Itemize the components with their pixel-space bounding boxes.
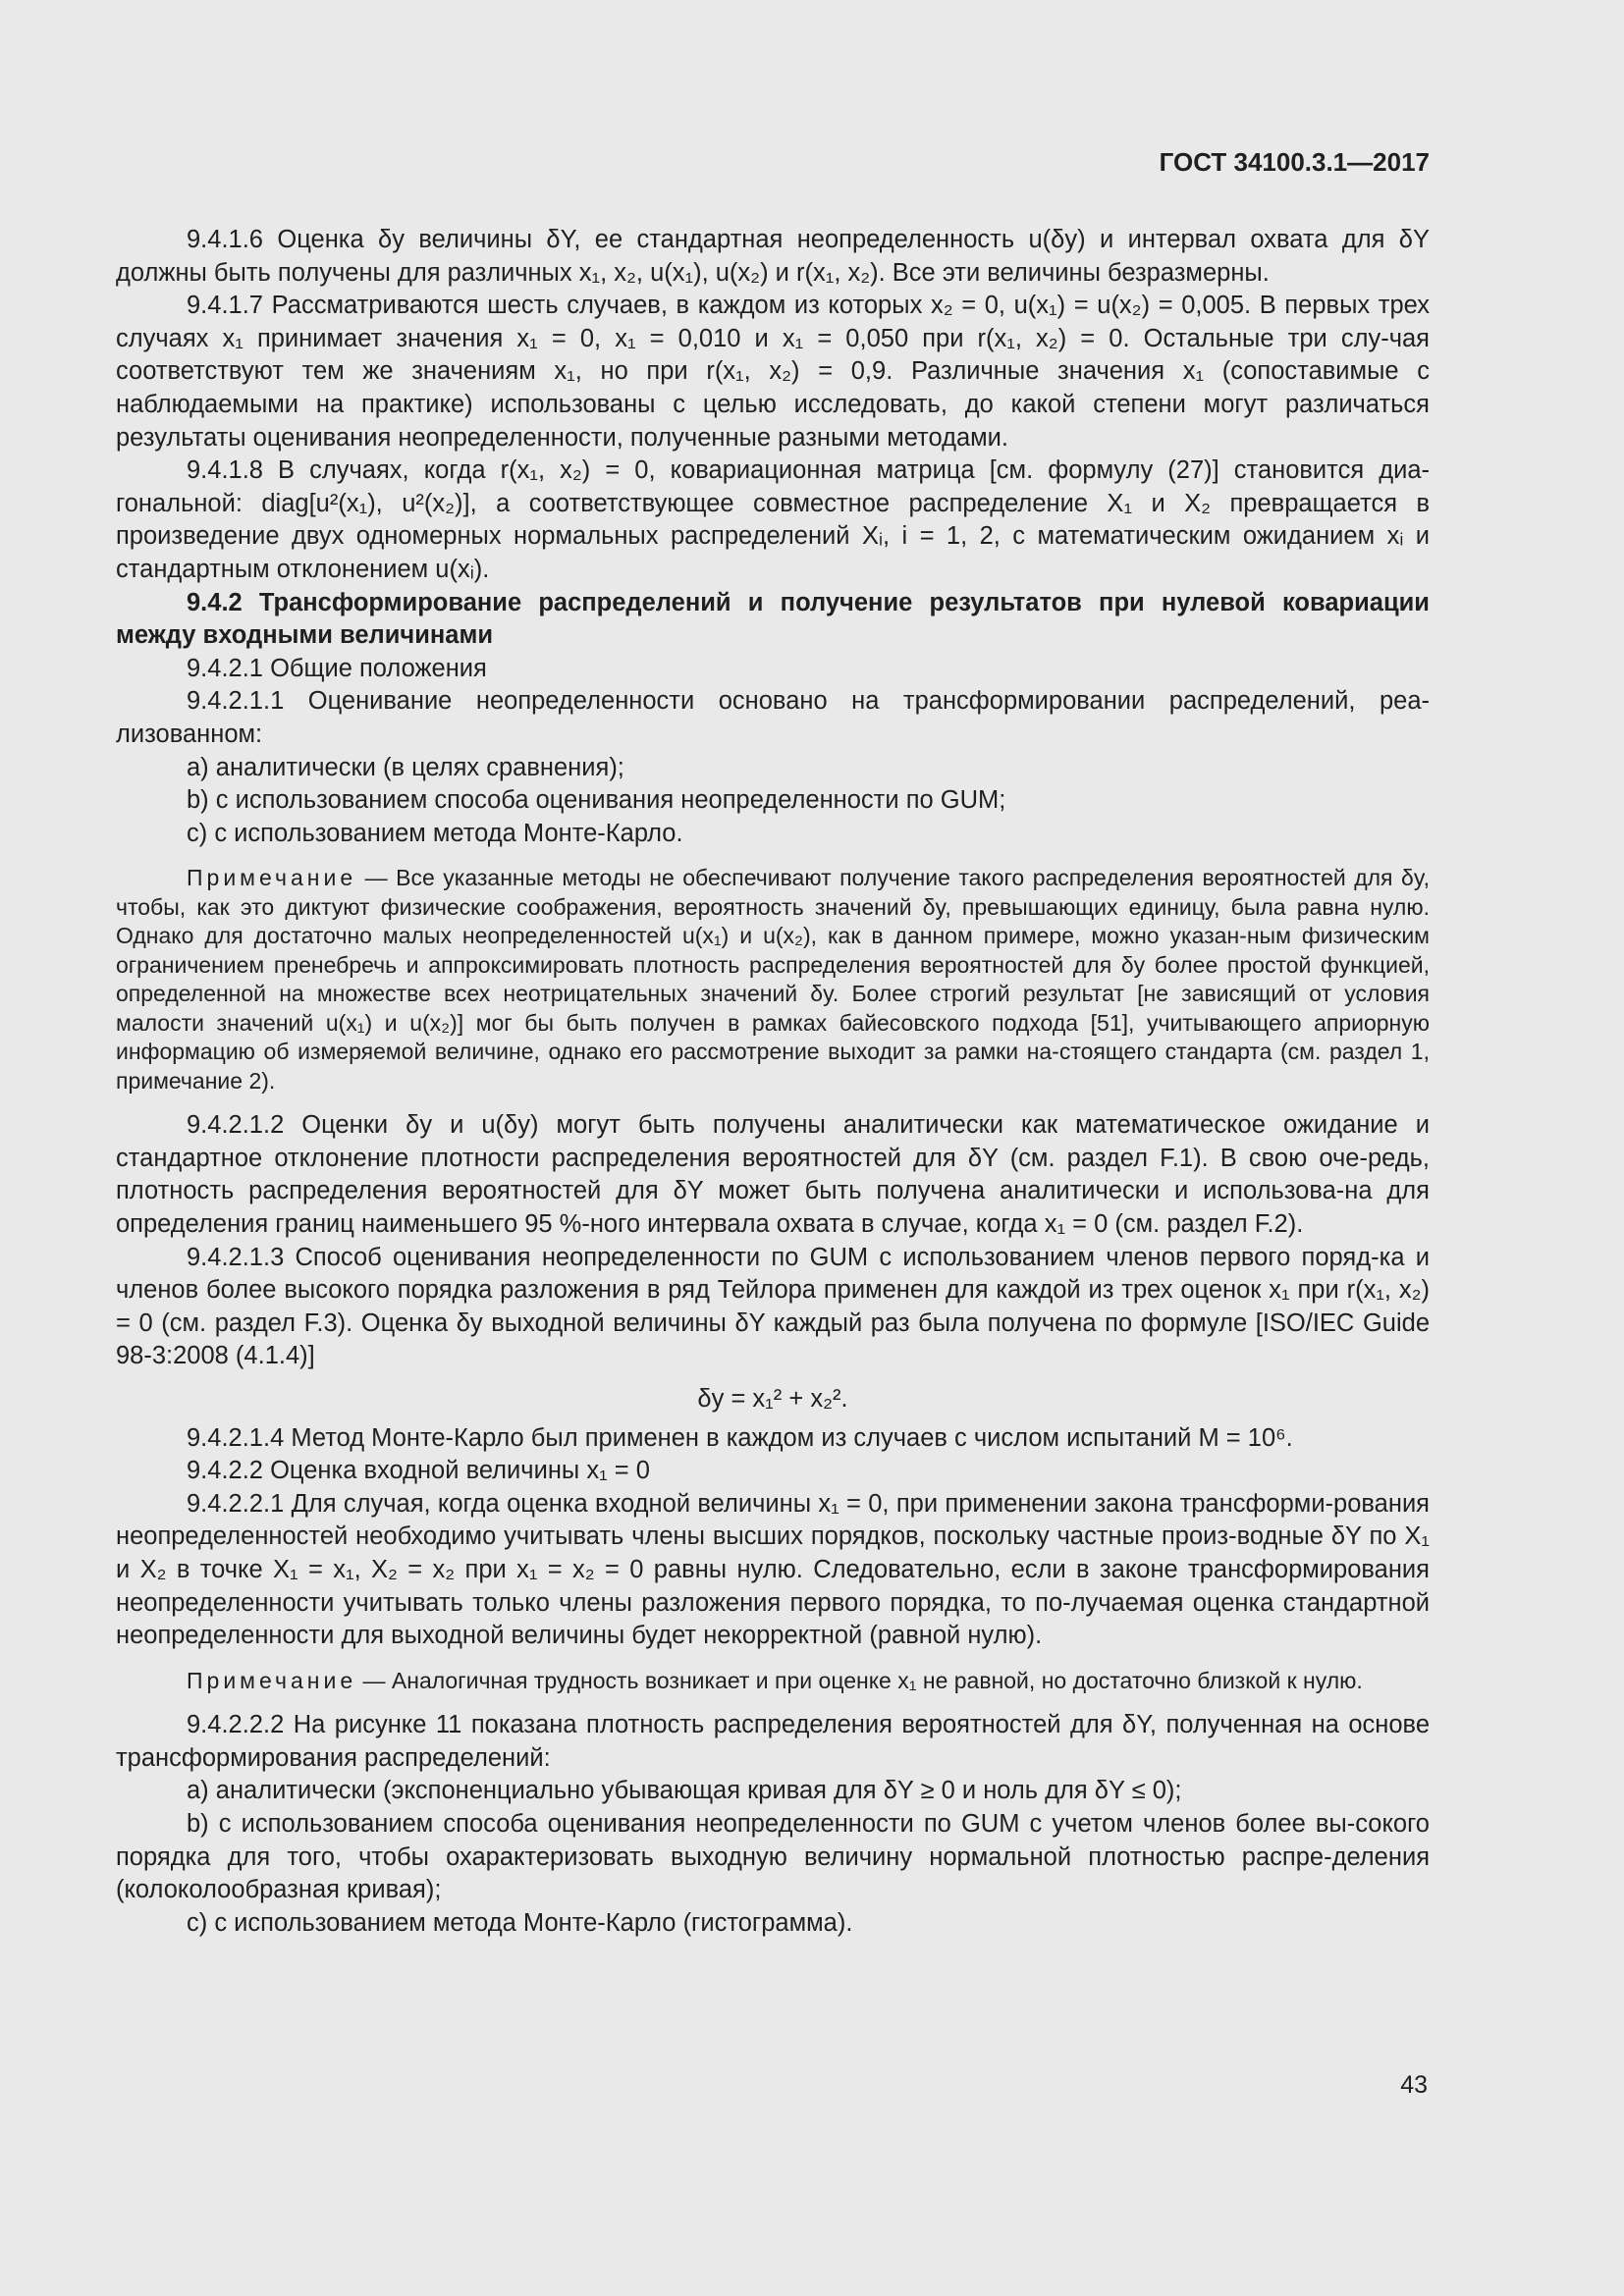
list-item: b) с использованием способа оценивания неопределенности по GUM с учетом членов более вы-сокого порядка для того, чтобы охарактеризовать выходную величину нормальной плотностью распре-деления (колоколообразная кривая); — [116, 1810, 1430, 1904]
paragraph: 9.4.2.1.2 Оценки δy и u(δy) могут быть получены аналитически как математическое ожидание и стандартное отклонение плотности распределения вероятностей для δY (см. раздел F.1). В свою оче-редь, плотность распределения вероятностей для δY может быть получена аналитически и использова-на для определения границ наименьшего 95 %-ного интервала охвата в случае, когда x₁ = 0 (см. раздел F.2). — [116, 1111, 1430, 1239]
note-text: — Все указанные методы не обеспечивают получение такого распределения вероятностей для δy, чтобы, как это диктуют физические соображения, вероятность значений δy, превышающих единицу, была равна нулю. Однако для достаточно малых неопределенностей u(x₁) и u(x₂), как в данном примере, можно указан-ным физическим ограничением пренебречь и аппроксимировать плотность распределения вероятностей для δy более простой функцией, определенной на множестве всех неотрицательных значений δy. Более строгий результат [не зависящий от условия малости значений u(x₁) и u(x₂)] мог бы быть получен в рамках байесовского подхода [51], учитывающего априорную информацию об измеряемой величине, однако его рассмотрение выходит за рамки на-стоящего стандарта (см. раздел 1, примечание 2). — [116, 865, 1430, 1094]
paragraph: 9.4.2.2.2 На рисунке 11 показана плотность распределения вероятностей для δY, полученная на основе трансформирования распределений: — [116, 1711, 1430, 1772]
list-item: a) аналитически (экспоненциально убывающая кривая для δY ≥ 0 и ноль для δY ≤ 0); — [187, 1777, 1182, 1805]
paragraph: 9.4.2.1.4 Метод Монте-Карло был применен в каждом из случаев с числом испытаний M = 10⁶. — [187, 1423, 1293, 1452]
note-label: Примечание — [187, 1667, 357, 1693]
note-paragraph — [116, 864, 1430, 1095]
list-item: a) аналитически (в целях сравнения); — [187, 753, 624, 781]
note-label: Примечание — [187, 865, 357, 891]
list-item: b) с использованием способа оценивания неопределенности по GUM; — [187, 786, 1006, 815]
list-item: c) с использованием метода Монте-Карло (гистограмма). — [187, 1908, 853, 1937]
list-item: c) с использованием метода Монте-Карло. — [187, 819, 683, 847]
section-heading: 9.4.2 Трансформирование распределений и получение результатов при нулевой ковариации между входными величинами — [116, 588, 1430, 650]
paragraph: 9.4.1.8 В случаях, когда r(x₁, x₂) = 0, ковариационная матрица [см. формулу (27)] становится диа-гональной: diag[u²(x₁), u²(x₂)], а соответствующее совместное распределение X₁ и X₂ превращается в произведение двух одномерных нормальных распределений Xᵢ, i = 1, 2, с математическим ожиданием xᵢ и стандартным отклонением u(xᵢ). — [116, 456, 1430, 583]
note-paragraph — [116, 1667, 1430, 1696]
paragraph: 9.4.2.1 Общие положения — [187, 654, 487, 682]
paragraph: 9.4.1.7 Рассматриваются шесть случаев, в каждом из которых x₂ = 0, u(x₁) = u(x₂) = 0,005. В первых трех случаях x₁ принимает значения x₁ = 0, x₁ = 0,010 и x₁ = 0,050 при r(x₁, x₂) = 0. Остальные три слу-чая соответствуют тем же значениям x₁, но при r(x₁, x₂) = 0,9. Различные значения x₁ (сопоставимые с наблюдаемыми на практике) использованы с целью исследовать, до какой степени могут различаться результаты оценивания неопределенности, полученные разными методами. — [116, 292, 1430, 452]
paragraph: 9.4.2.1.3 Способ оценивания неопределенности по GUM с использованием членов первого поряд-ка и членов более высокого порядка разложения в ряд Тейлора применен для каждой из трех оценок x₁ при r(x₁, x₂) = 0 (см. раздел F.3). Оценка δy выходной величины δY каждый раз была получена по формуле [ISO/IEC Guide 98-3:2008 (4.1.4)] — [116, 1243, 1430, 1370]
paragraph: 9.4.1.6 Оценка δy величины δY, ее стандартная неопределенность u(δy) и интервал охвата для δY должны быть получены для различных x₁, x₂, u(x₁), u(x₂) и r(x₁, x₂). Все эти величины безразмерны. — [116, 226, 1430, 287]
note-text: — Аналогичная трудность возникает и при оценке x₁ не равной, но достаточно близкой к нулю. — [356, 1667, 1363, 1693]
page-number: 43 — [1400, 2071, 1428, 2099]
paragraph: 9.4.2.2 Оценка входной величины x₁ = 0 — [187, 1457, 650, 1485]
paragraph: 9.4.2.2.1 Для случая, когда оценка входной величины x₁ = 0, при применении закона трансформи-рования неопределенностей необходимо учитывать члены высших порядков, поскольку частные произ-водные δY по X₁ и X₂ в точке X₁ = x₁, X₂ = x₂ при x₁ = x₂ = 0 равны нулю. Следовательно, если в законе трансформирования неопределенности учитывать только члены разложения первого порядка, то по-лучаемая оценка стандартной неопределенности для выходной величины будет некорректной (равной нулю). — [116, 1489, 1430, 1650]
paragraph: 9.4.2.1.1 Оценивание неопределенности основано на трансформировании распределений, реа-лизованном: — [116, 687, 1430, 748]
standard-header: ГОСТ 34100.3.1—2017 — [1159, 147, 1430, 177]
document-body — [116, 224, 1430, 1940]
formula: δy = x₁² + x₂². — [697, 1385, 848, 1414]
